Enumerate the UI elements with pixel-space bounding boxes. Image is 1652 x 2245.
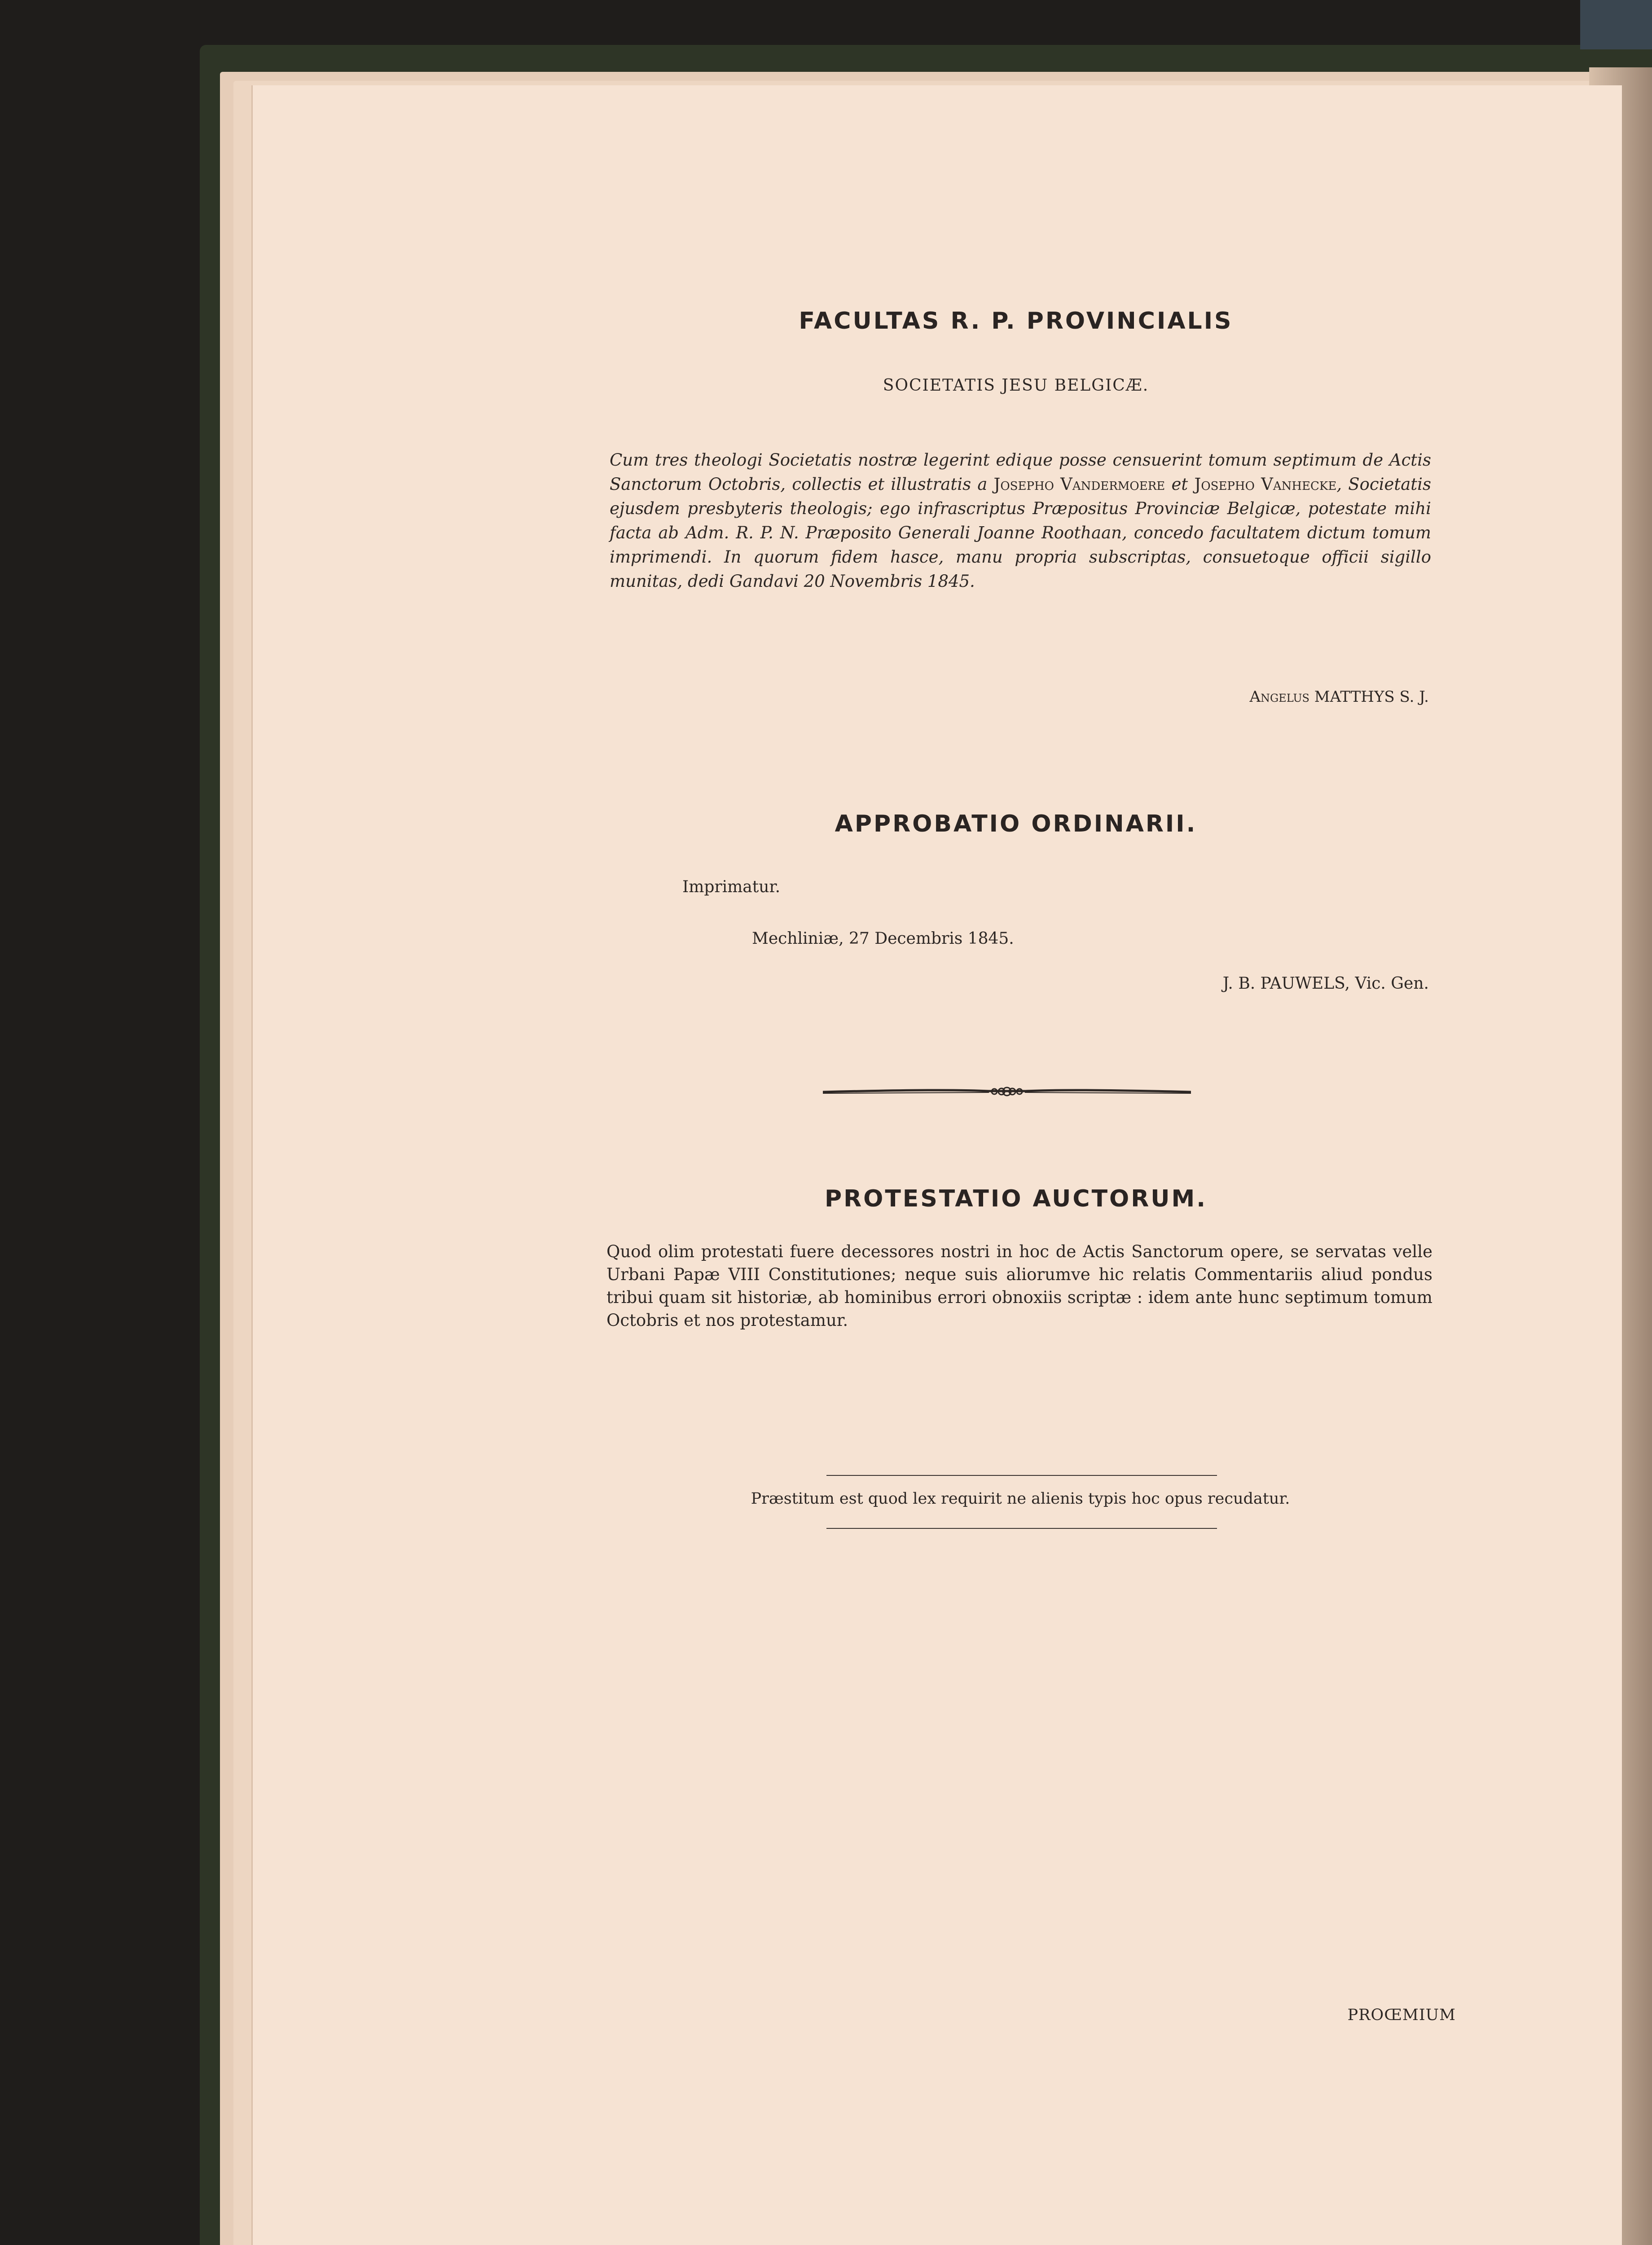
approbatio-heading: APPROBATIO ORDINARII. xyxy=(835,810,1197,837)
author-name-1: Josepho Vandermoere xyxy=(993,475,1165,494)
document-page xyxy=(251,85,1622,2245)
approbatio-signature: J. B. PAUWELS, Vic. Gen. xyxy=(1222,974,1429,993)
catchword: PROŒMIUM xyxy=(1347,2006,1456,2024)
signature-first-name: Angelus xyxy=(1249,688,1309,706)
protestatio-heading: PROTESTATIO AUCTORUM. xyxy=(824,1185,1208,1212)
scanner-clip xyxy=(1580,0,1652,49)
provincial-body-part1: Cum tres theologi Societatis nostræ legerint edique posse censuerint tomum septimum de Actis Sanctorum Octobris, collectis et illustratis a xyxy=(610,450,1431,494)
provincial-subheading: SOCIETATIS JESU BELGICÆ. xyxy=(883,376,1149,395)
provincial-signature xyxy=(1115,688,1429,706)
ornamental-divider xyxy=(823,1080,1191,1102)
provincial-body xyxy=(610,448,1431,594)
provincial-body-part2: et xyxy=(1165,475,1195,494)
provincial-body-part3: , Societatis ejusdem presbyteris theologis; ego infrascriptus Præpositus Provinciæ Belgicæ, potestate mihi facta ab Adm. R. P. N. Præposito Generali Joanne Roothaan, concedo facultatem dictum tomum imprimendi. In quorum fidem hasce, manu propria subscriptas, consuetoque officii sigillo munitas, dedi Gandavi 20 Novembris 1845. xyxy=(610,475,1431,591)
notice-rule-top xyxy=(826,1475,1217,1476)
signature-surname: MATTHYS S. J. xyxy=(1309,688,1429,706)
protestatio-body: Quod olim protestati fuere decessores nostri in hoc de Actis Sanctorum opere, se servatas velle Urbani Papæ VIII Constitutiones; neque suis aliorumve hic relatis Commentariis aliud pondus tribui quam sit historiæ, ab hominibus errori obnoxiis scriptæ : idem ante hunc septimum tomum Octobris et nos protestamur. xyxy=(606,1242,1432,1330)
approbatio-place-date: Mechliniæ, 27 Decembris 1845. xyxy=(752,929,1014,948)
notice-rule-bottom xyxy=(826,1528,1217,1529)
author-name-2: Josepho Vanhecke xyxy=(1194,475,1337,494)
reprint-notice: Præstitum est quod lex requirit ne alienis typis hoc opus recudatur. xyxy=(751,1490,1290,1508)
imprimatur: Imprimatur. xyxy=(682,878,781,896)
provincial-heading: FACULTAS R. P. PROVINCIALIS xyxy=(799,308,1233,335)
